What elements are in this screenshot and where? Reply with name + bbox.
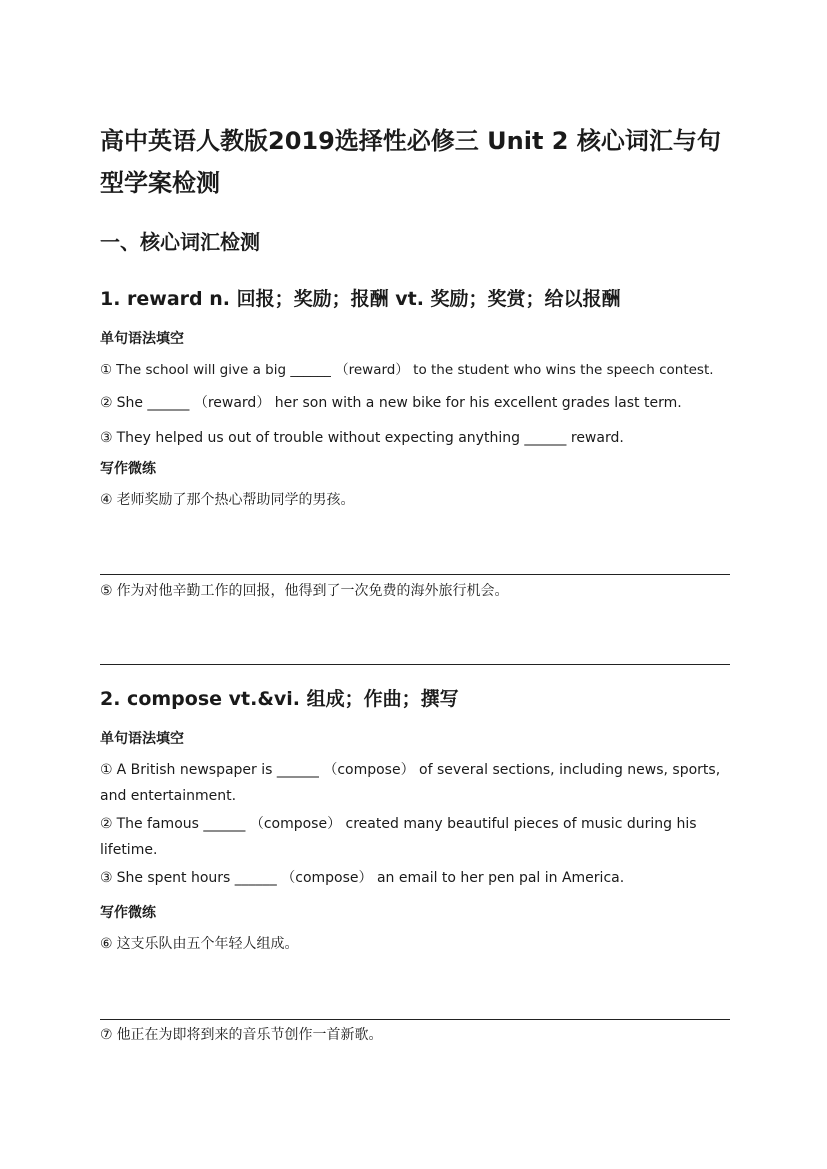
- question-number: ③: [100, 870, 113, 886]
- word-heading-reward: 1. reward n. 回报；奖励；报酬 vt. 奖励；奖赏；给以报酬: [100, 288, 621, 310]
- question-number: ⑥: [100, 936, 113, 952]
- writing-question: [100, 1022, 730, 1048]
- grammar-question: [100, 811, 730, 863]
- question-number: ③: [100, 430, 113, 446]
- question-number: ②: [100, 816, 113, 832]
- question-text: 他正在为即将到来的音乐节创作一首新歌。: [116, 1027, 383, 1043]
- question-number: ⑦: [100, 1027, 113, 1043]
- grammar-question: [100, 757, 730, 809]
- question-text: She ______ （reward） her son with a new bike for his excellent grades last term.: [116, 395, 682, 411]
- question-number: ①: [100, 762, 113, 778]
- answer-line: [100, 574, 730, 575]
- question-text: She spent hours ______ （compose） an email to her pen pal in America.: [116, 870, 625, 886]
- grammar-fill-label: 单句语法填空: [100, 731, 184, 747]
- grammar-question: [100, 425, 730, 451]
- question-text: The famous ______ （compose） created many beautiful pieces of music during his lifetime.: [100, 816, 697, 858]
- question-text: The school will give a big ______ （reward） to the student who wins the speech contest.: [116, 362, 714, 378]
- grammar-fill-label: 单句语法填空: [100, 331, 184, 347]
- writing-question: [100, 487, 730, 513]
- writing-practice-label: 写作微练: [100, 461, 156, 477]
- question-text: 老师奖励了那个热心帮助同学的男孩。: [116, 492, 355, 508]
- writing-practice-label: 写作微练: [100, 905, 156, 921]
- document-page: [100, 0, 730, 1169]
- question-number: ②: [100, 395, 113, 411]
- question-number: ⑤: [100, 583, 113, 599]
- question-text: They helped us out of trouble without expecting anything ______ reward.: [116, 430, 624, 446]
- document-title: 高中英语人教版2019选择性必修三 Unit 2 核心词汇与句型学案检测: [100, 127, 721, 197]
- answer-line: [100, 1019, 730, 1020]
- question-text: 这支乐队由五个年轻人组成。: [116, 936, 299, 952]
- word-heading-compose: 2. compose vt.&vi. 组成；作曲；撰写: [100, 688, 459, 710]
- question-text: A British newspaper is ______ （compose） of several sections, including news, sports, and entertainment.: [100, 762, 721, 804]
- writing-question: [100, 578, 730, 604]
- question-number: ④: [100, 492, 113, 508]
- question-text: 作为对他辛勤工作的回报，他得到了一次免费的海外旅行机会。: [116, 583, 509, 599]
- answer-line: [100, 664, 730, 665]
- grammar-question: [100, 390, 730, 416]
- grammar-question: [100, 357, 730, 383]
- section-heading: 一、核心词汇检测: [100, 230, 260, 254]
- question-number: ①: [100, 362, 113, 378]
- grammar-question: [100, 865, 730, 891]
- writing-question: [100, 931, 730, 957]
